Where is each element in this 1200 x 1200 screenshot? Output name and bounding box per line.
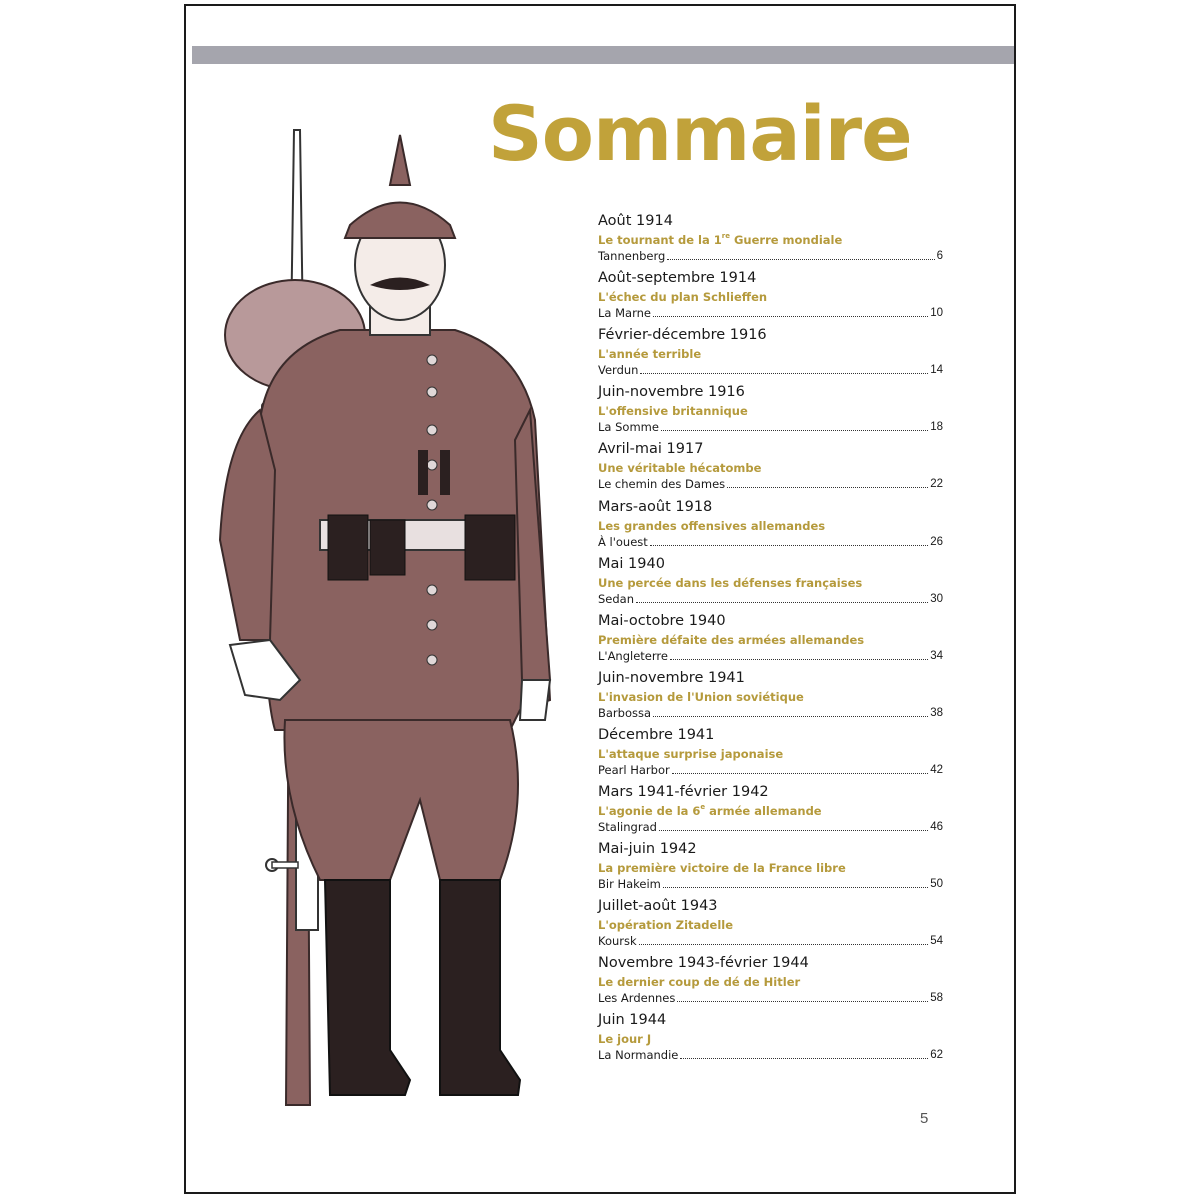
toc-page-number: 50 <box>930 878 943 891</box>
toc-line <box>598 819 943 835</box>
toc-subtitle: La première victoire de la France libre <box>598 861 846 876</box>
toc-place: L'Angleterre <box>598 648 668 663</box>
toc-date: Mars-août 1918 <box>598 498 713 515</box>
toc-subtitle: Première défaite des armées allemandes <box>598 632 865 647</box>
toc-page-number: 38 <box>930 706 943 719</box>
dot-leader <box>727 486 928 488</box>
toc-entry <box>598 610 943 667</box>
toc-line <box>598 248 943 264</box>
toc-subtitle: L'échec du plan Schlieffen <box>598 290 768 305</box>
toc-place: La Marne <box>598 306 651 321</box>
toc-subtitle: L'invasion de l'Union soviétique <box>598 689 804 704</box>
toc-subtitle: L'offensive britannique <box>598 404 748 419</box>
toc-subtitle-text: Guerre mondiale <box>729 233 843 247</box>
toc-date: Juillet-août 1943 <box>598 898 718 915</box>
dot-leader <box>650 544 928 546</box>
toc-line <box>598 1047 943 1063</box>
toc-place: Les Ardennes <box>598 991 676 1006</box>
toc-subtitle-text: L'agonie de la 6 <box>598 804 701 818</box>
toc-subtitle <box>598 232 842 248</box>
toc-line <box>598 419 943 435</box>
toc-subtitle: Les grandes offensives allemandes <box>598 518 826 533</box>
dot-leader <box>661 429 928 431</box>
toc-entry <box>598 324 943 381</box>
toc-line <box>598 648 943 664</box>
toc-entry <box>598 381 943 438</box>
dot-leader <box>639 943 929 945</box>
toc-entry <box>598 1009 943 1066</box>
toc-place: Stalingrad <box>598 820 657 834</box>
toc-entry <box>598 838 943 895</box>
toc-place: Bir Hakeim <box>598 877 661 892</box>
soldier-illustration <box>200 120 580 1130</box>
toc-date: Mai-juin 1942 <box>598 841 697 858</box>
toc-entry <box>598 895 943 952</box>
toc-place: Tannenberg <box>598 249 666 263</box>
toc-line <box>598 476 943 492</box>
toc-line <box>598 876 943 892</box>
toc-subtitle: Le jour J <box>598 1032 652 1047</box>
toc-place: À l'ouest <box>598 534 648 549</box>
toc-date: Mai-octobre 1940 <box>598 612 726 629</box>
toc-line <box>598 762 943 778</box>
toc-page-number: 22 <box>930 478 943 491</box>
dot-leader <box>659 829 928 831</box>
toc-subtitle: L'attaque surprise japonaise <box>598 746 784 761</box>
toc-place: Barbossa <box>598 705 652 720</box>
toc-subtitle: L'année terrible <box>598 347 702 362</box>
toc-date: Juin-novembre 1941 <box>598 669 745 686</box>
toc-place: La Somme <box>598 420 659 435</box>
toc-page-number: 6 <box>936 250 943 262</box>
toc-place: La Normandie <box>598 1048 679 1063</box>
toc-entry <box>598 724 943 781</box>
dot-leader <box>636 601 928 603</box>
dot-leader <box>653 715 928 717</box>
toc-subtitle-text: armée allemande <box>705 804 822 818</box>
toc-entry <box>598 438 943 495</box>
toc-place: Le chemin des Dames <box>598 477 726 492</box>
toc-subtitle-superscript: re <box>721 232 730 240</box>
page-title: Sommaire <box>488 89 912 178</box>
toc-page-number: 30 <box>930 592 943 605</box>
toc-entry <box>598 781 943 838</box>
toc-line <box>598 591 943 607</box>
toc-page-number: 10 <box>930 307 943 320</box>
dot-leader <box>680 1057 928 1059</box>
toc-page-number: 62 <box>930 1049 943 1062</box>
toc-page-number: 34 <box>930 649 943 662</box>
toc-line <box>598 705 943 721</box>
head <box>345 135 455 335</box>
toc-place: Verdun <box>598 363 639 378</box>
toc-date: Mai 1940 <box>598 555 665 572</box>
toc-date: Août-septembre 1914 <box>598 270 757 287</box>
toc-entry <box>598 267 943 324</box>
dot-leader <box>667 258 934 260</box>
toc-page-number: 46 <box>930 821 943 833</box>
body <box>220 330 550 730</box>
toc-line <box>598 990 943 1006</box>
toc-subtitle: Une percée dans les défenses françaises <box>598 575 863 590</box>
toc-page-number: 26 <box>930 535 943 548</box>
toc-entry <box>598 667 943 724</box>
toc-place: Pearl Harbor <box>598 762 670 777</box>
toc-date: Mars 1941-février 1942 <box>598 784 769 800</box>
toc-entry <box>598 496 943 553</box>
dot-leader <box>672 772 928 774</box>
dot-leader <box>640 372 928 374</box>
toc-page-number: 58 <box>930 992 943 1005</box>
table-of-contents <box>598 210 943 1063</box>
toc-date: Juin 1944 <box>598 1012 667 1029</box>
toc-place: Sedan <box>598 591 635 606</box>
header-band <box>192 46 1014 64</box>
toc-date: Février-décembre 1916 <box>598 327 767 344</box>
toc-place: Koursk <box>598 934 637 949</box>
toc-date: Novembre 1943-février 1944 <box>598 955 809 972</box>
toc-date: Juin-novembre 1916 <box>598 384 745 401</box>
toc-date: Avril-mai 1917 <box>598 441 704 458</box>
toc-page-number: 14 <box>930 364 943 377</box>
toc-date: Décembre 1941 <box>598 726 715 743</box>
toc-entry <box>598 553 943 610</box>
toc-entry <box>598 952 943 1009</box>
toc-subtitle-text: Le tournant de la 1 <box>598 233 722 247</box>
page-number: 5 <box>920 1110 929 1127</box>
toc-line <box>598 305 943 321</box>
dot-leader <box>677 1000 928 1002</box>
toc-line <box>598 933 943 949</box>
toc-entry <box>598 210 943 267</box>
toc-subtitle <box>598 803 822 819</box>
toc-subtitle: L'opération Zitadelle <box>598 918 733 933</box>
toc-line <box>598 362 943 378</box>
toc-page-number: 54 <box>930 935 943 948</box>
toc-page-number: 18 <box>930 421 943 434</box>
toc-date: Août 1914 <box>598 213 673 229</box>
dot-leader <box>653 315 928 317</box>
toc-subtitle-superscript: e <box>700 803 706 811</box>
toc-page-number: 42 <box>930 763 943 776</box>
toc-subtitle: Le dernier coup de dé de Hitler <box>598 975 801 990</box>
dot-leader <box>663 886 928 888</box>
dot-leader <box>670 658 928 660</box>
toc-line <box>598 534 943 550</box>
legs <box>284 720 520 1095</box>
toc-subtitle: Une véritable hécatombe <box>598 461 762 476</box>
